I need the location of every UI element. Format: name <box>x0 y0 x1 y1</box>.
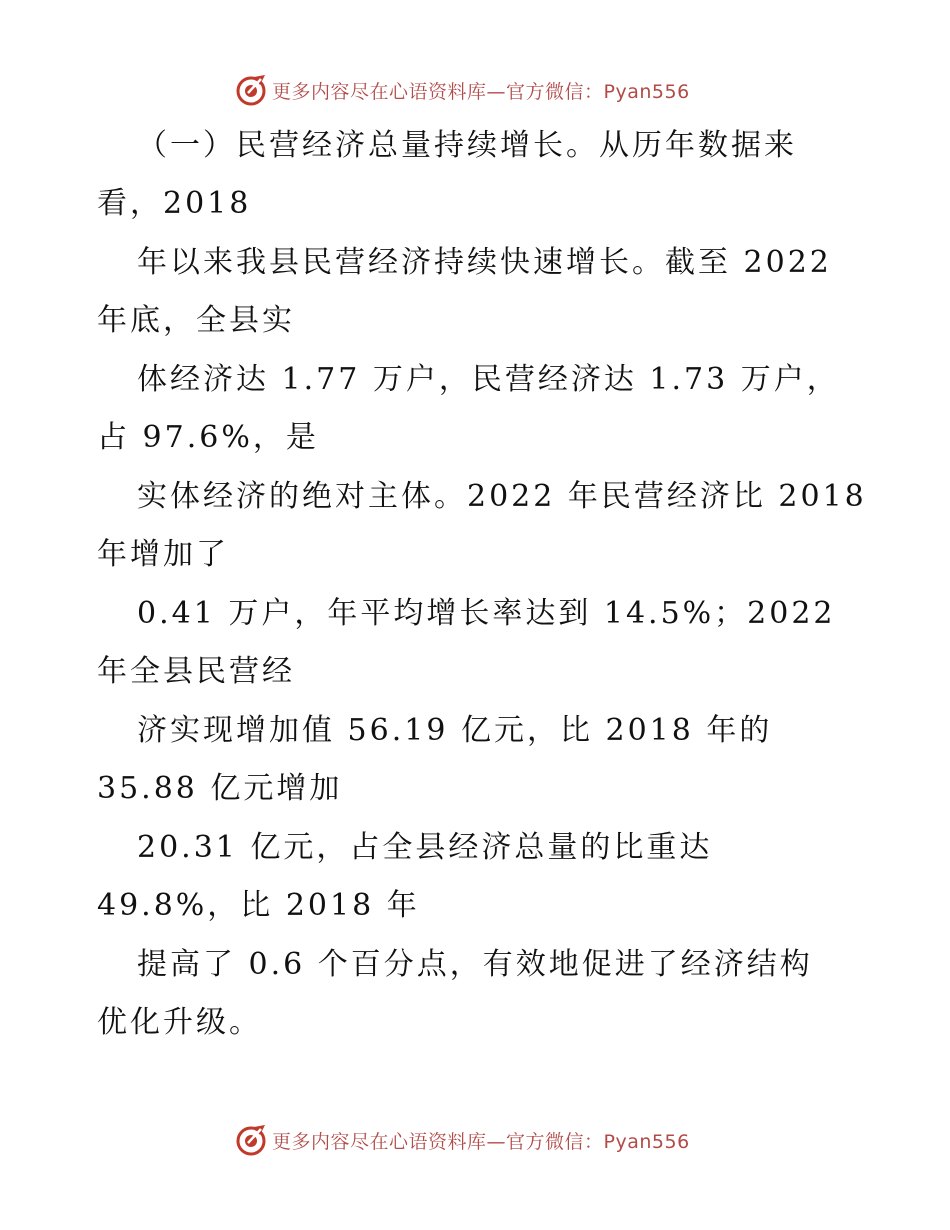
body-line: 年增加了 <box>97 537 229 572</box>
body-line: 0.41 万户，年平均增长率达到 14.5%；2022 <box>137 596 836 631</box>
watermark-text: 更多内容尽在心语资料库—官方微信：Pyan556 <box>272 80 690 103</box>
footer-watermark <box>234 1122 690 1158</box>
body-line: 35.88 亿元增加 <box>97 771 343 806</box>
pen-logo-icon <box>234 73 268 107</box>
body-line: 年以来我县民营经济持续快速增长。截至 2022 <box>137 245 832 280</box>
body-line: 49.8%，比 2018 年 <box>97 888 420 923</box>
header-watermark <box>234 72 690 108</box>
body-line: 年底，全县实 <box>97 303 295 338</box>
body-line: （一）民营经济总量持续增长。从历年数据来 <box>137 128 797 163</box>
pen-logo-icon <box>234 1123 268 1157</box>
body-line: 实体经济的绝对主体。2022 年民营经济比 2018 <box>137 479 867 514</box>
body-line: 体经济达 1.77 万户，民营经济达 1.73 万户， <box>137 362 840 397</box>
body-line: 20.31 亿元，占全县经济总量的比重达 <box>137 830 713 865</box>
body-line: 看，2018 <box>97 186 252 221</box>
watermark-text: 更多内容尽在心语资料库—官方微信：Pyan556 <box>272 1130 690 1153</box>
body-line: 年全县民营经 <box>97 654 295 689</box>
body-line: 济实现增加值 56.19 亿元，比 2018 年的 <box>137 713 773 748</box>
body-line: 优化升级。 <box>97 1005 262 1040</box>
body-line: 提高了 0.6 个百分点，有效地促进了经济结构 <box>137 947 813 982</box>
body-line: 占 97.6%，是 <box>97 420 319 455</box>
